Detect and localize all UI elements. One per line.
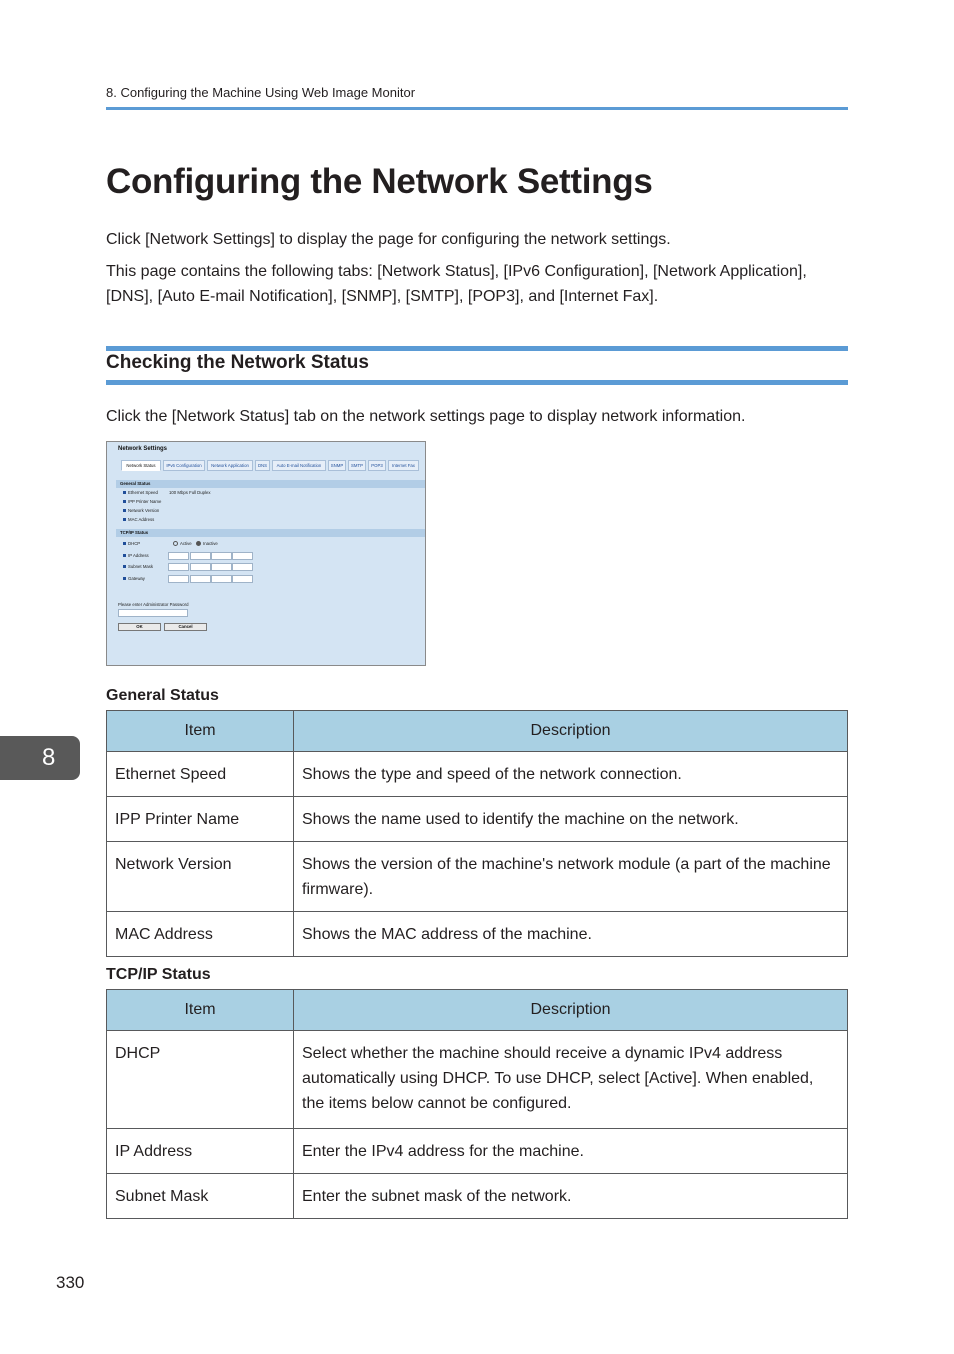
tcpip-status-heading: TCP/IP Status [106, 966, 211, 983]
chapter-tab [0, 736, 80, 780]
chapter-number: 8 [42, 744, 56, 771]
screenshot-password-label: Please enter Administrator Password [118, 602, 189, 607]
tcpip-status-table [106, 989, 848, 1219]
screenshot-password-input [118, 609, 188, 617]
screenshot-ip-octet-2 [190, 552, 211, 560]
row-item: IP Address [107, 1129, 294, 1174]
section-rule-top [106, 346, 848, 351]
screenshot-subnet-octet-4 [232, 563, 253, 571]
tcpip-header-item: Item [107, 990, 294, 1031]
row-item: DHCP [107, 1031, 294, 1129]
screenshot-ok-button: OK [118, 623, 161, 631]
screenshot-tab-smtp: SMTP [348, 460, 366, 471]
row-item: MAC Address [107, 912, 294, 957]
row-description: Shows the version of the machine's network module (a part of the machine firmware). [294, 842, 848, 912]
screenshot-tab-ipv6: IPv6 Configuration [163, 460, 205, 471]
table-row [107, 752, 848, 797]
screenshot-row-ip-address: IP Address [123, 553, 149, 558]
screenshot-row-ipp: IPP Printer Name [123, 499, 161, 504]
page-number: 330 [56, 1273, 85, 1292]
screenshot-gateway-octet-1 [168, 575, 189, 583]
section-paragraph: Click the [Network Status] tab on the network settings page to display network information. [106, 408, 746, 425]
screenshot-tab-internet-fax: Internet Fax [388, 460, 419, 471]
screenshot-row-dhcp: DHCP [123, 541, 140, 546]
screenshot-tab-network-application: Network Application [207, 460, 253, 471]
row-description: Enter the IPv4 address for the machine. [294, 1129, 848, 1174]
header-rule [106, 107, 848, 110]
screenshot-tcpip-bar: TCP/IP Status [116, 529, 425, 537]
screenshot-radio-active: Active [173, 541, 192, 546]
screenshot-ip-octet-3 [211, 552, 232, 560]
general-header-description: Description [294, 711, 848, 752]
network-settings-screenshot [106, 441, 426, 666]
screenshot-row-gateway: Gateway [123, 576, 145, 581]
row-description: Enter the subnet mask of the network. [294, 1174, 848, 1219]
screenshot-row-ethernet: Ethernet Speed [123, 490, 158, 495]
page-title: Configuring the Network Settings [106, 162, 653, 201]
screenshot-tab-auto-email: Auto E-mail Notification [272, 460, 326, 471]
table-row [107, 912, 848, 957]
row-description: Select whether the machine should receive a dynamic IPv4 address automatically using DHCP. To use DHCP, select [Active]. When enabled, the items below cannot be configured. [294, 1031, 848, 1129]
row-item: IPP Printer Name [107, 797, 294, 842]
screenshot-radio-inactive: Inactive [196, 541, 218, 546]
screenshot-gateway-octet-2 [190, 575, 211, 583]
screenshot-tab-snmp: SNMP [328, 460, 346, 471]
screenshot-gateway-octet-3 [211, 575, 232, 583]
row-description: Shows the name used to identify the machine on the network. [294, 797, 848, 842]
general-status-table [106, 710, 848, 957]
screenshot-subnet-octet-1 [168, 563, 189, 571]
general-status-heading: General Status [106, 687, 219, 704]
intro-paragraph-2: This page contains the following tabs: [Network Status], [IPv6 Configuration], [Network Application], [DNS], [Auto E-mail Notification], [SNMP], [SMTP], [POP3], and [Internet Fax]. [106, 263, 807, 305]
screenshot-ethernet-value: 100 Mbps Full Duplex [169, 490, 211, 495]
section-title: Checking the Network Status [106, 352, 369, 373]
screenshot-row-network-version: Network Version [123, 508, 159, 513]
table-row [107, 797, 848, 842]
screenshot-tab-network-status: Network Status [121, 460, 161, 471]
screenshot-tab-pop3: POP3 [368, 460, 386, 471]
screenshot-title: Network Settings [118, 446, 168, 452]
table-row [107, 842, 848, 912]
row-description: Shows the MAC address of the machine. [294, 912, 848, 957]
intro-paragraph-1: Click [Network Settings] to display the page for configuring the network settings. [106, 231, 671, 248]
screenshot-subnet-octet-3 [211, 563, 232, 571]
screenshot-ip-octet-1 [168, 552, 189, 560]
table-row [107, 1129, 848, 1174]
row-item: Network Version [107, 842, 294, 912]
screenshot-gateway-octet-4 [232, 575, 253, 583]
running-header: 8. Configuring the Machine Using Web Image Monitor [106, 85, 416, 100]
section-rule-bottom [106, 380, 848, 385]
row-item: Ethernet Speed [107, 752, 294, 797]
table-row [107, 1031, 848, 1129]
row-description: Shows the type and speed of the network connection. [294, 752, 848, 797]
row-item: Subnet Mask [107, 1174, 294, 1219]
screenshot-tab-dns: DNS [255, 460, 270, 471]
general-header-item: Item [107, 711, 294, 752]
tcpip-header-description: Description [294, 990, 848, 1031]
screenshot-row-mac: MAC Address [123, 517, 154, 522]
screenshot-general-bar: General Status [116, 480, 425, 488]
table-row [107, 1174, 848, 1219]
screenshot-subnet-octet-2 [190, 563, 211, 571]
screenshot-ip-octet-4 [232, 552, 253, 560]
screenshot-row-subnet: Subnet Mask [123, 564, 153, 569]
screenshot-cancel-button: Cancel [164, 623, 207, 631]
